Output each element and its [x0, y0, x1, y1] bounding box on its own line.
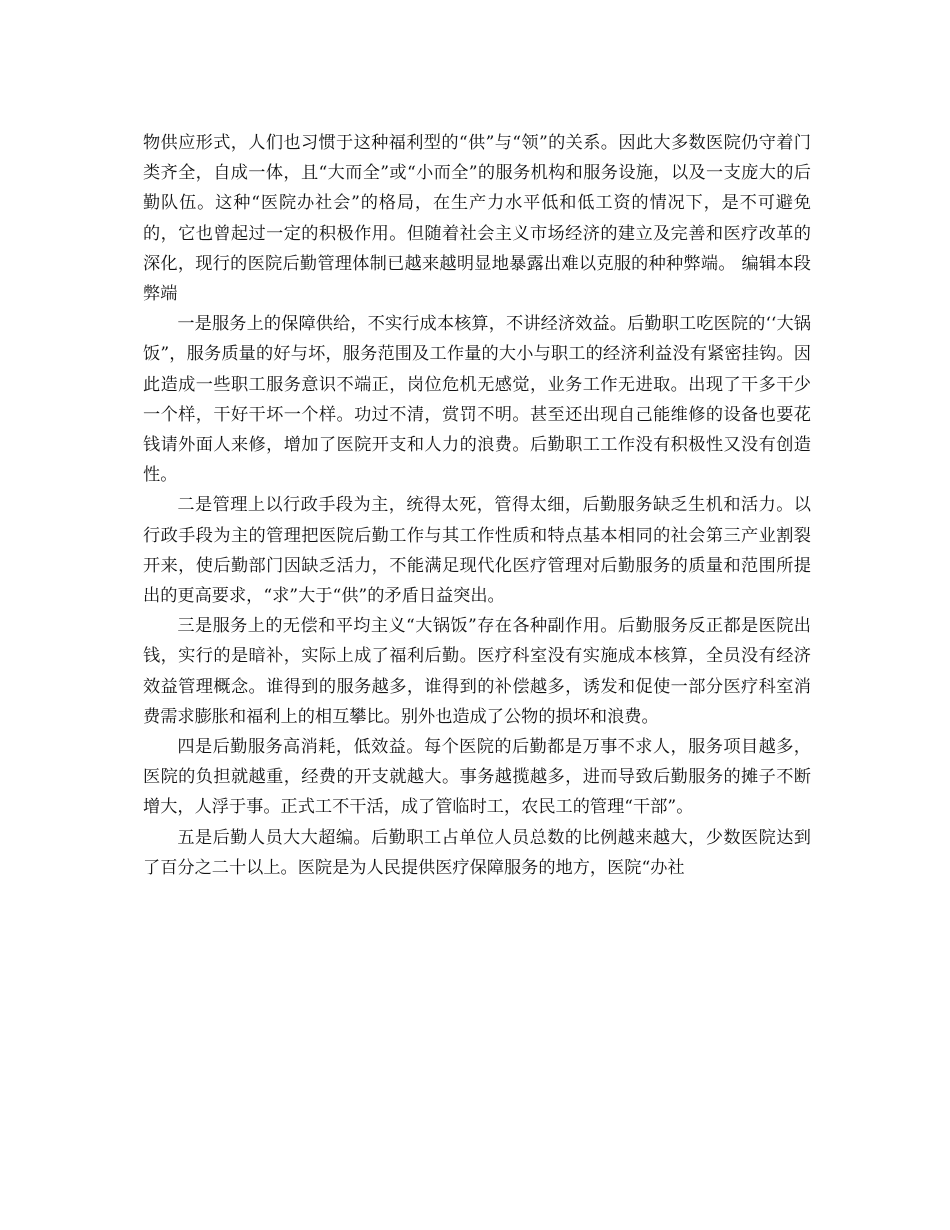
- paragraph-point-five: 五是后勤人员大大超编。后勤职工占单位人员总数的比例越来越大，少数医院达到了百分之二十以上。医院是为人民提供医疗保障服务的地方，医院“办社: [143, 827, 811, 878]
- paragraph-intro: 物供应形式，人们也习惯于这种福利型的“供”与“领”的关系。因此大多数医院仍守着门类齐全，自成一体，且“大而全”或“小而全”的服务机构和服务设施，以及一支庞大的后勤队伍。这种“医院办社会”的格局，在生产力水平低和低工资的情况下，是不可避免的，它也曾起过一定的积极作用。但随着社会主义市场经济的建立及完善和医疗改革的深化，现行的医院后勤管理体制已越来越明显地暴露出难以克服的种种弊端。 编辑本段弊端: [143, 133, 811, 305]
- paragraph-point-four: 四是后勤服务高消耗，低效益。每个医院的后勤都是万事不求人，服务项目越多，医院的负担就越重，经费的开支就越大。事务越揽越多，进而导致后勤服务的摊子不断增大，人浮于事。正式工不干活，成了管临时工，农民工的管理“干部”。: [143, 737, 811, 818]
- paragraph-point-two: 二是管理上以行政手段为主，统得太死，管得太细，后勤服务缺乏生机和活力。以行政手段为主的管理把医院后勤工作与其工作性质和特点基本相同的社会第三产业割裂开来，使后勤部门因缺乏活力，不能满足现代化医疗管理对后勤服务的质量和范围所提出的更高要求，“求”大于“供”的矛盾日益突出。: [143, 495, 811, 607]
- document-page: [143, 128, 811, 883]
- paragraph-point-three: 三是服务上的无偿和平均主义“大锅饭”存在各种副作用。后勤服务反正都是医院出钱，实行的是暗补，实际上成了福利后勤。医疗科室没有实施成本核算，全员没有经济效益管理概念。谁得到的服务越多，谁得到的补偿越多，诱发和促使一部分医疗科室消费需求膨胀和福利上的相互攀比。别外也造成了公物的损坏和浪费。: [143, 616, 811, 727]
- paragraph-point-one: 一是服务上的保障供给，不实行成本核算，不讲经济效益。后勤职工吃医院的‘‘大锅饭”，服务质量的好与坏，服务范围及工作量的大小与职工的经济利益没有紧密挂钩。因此造成一些职工服务意识不端正，岗位危机无感觉，业务工作无进取。出现了干多干少一个样，干好干坏一个样。功过不清，赏罚不明。甚至还出现自己能维修的设备也要花钱请外面人来修，增加了医院开支和人力的浪费。后勤职工工作没有积极性又没有创造性。: [143, 314, 811, 486]
